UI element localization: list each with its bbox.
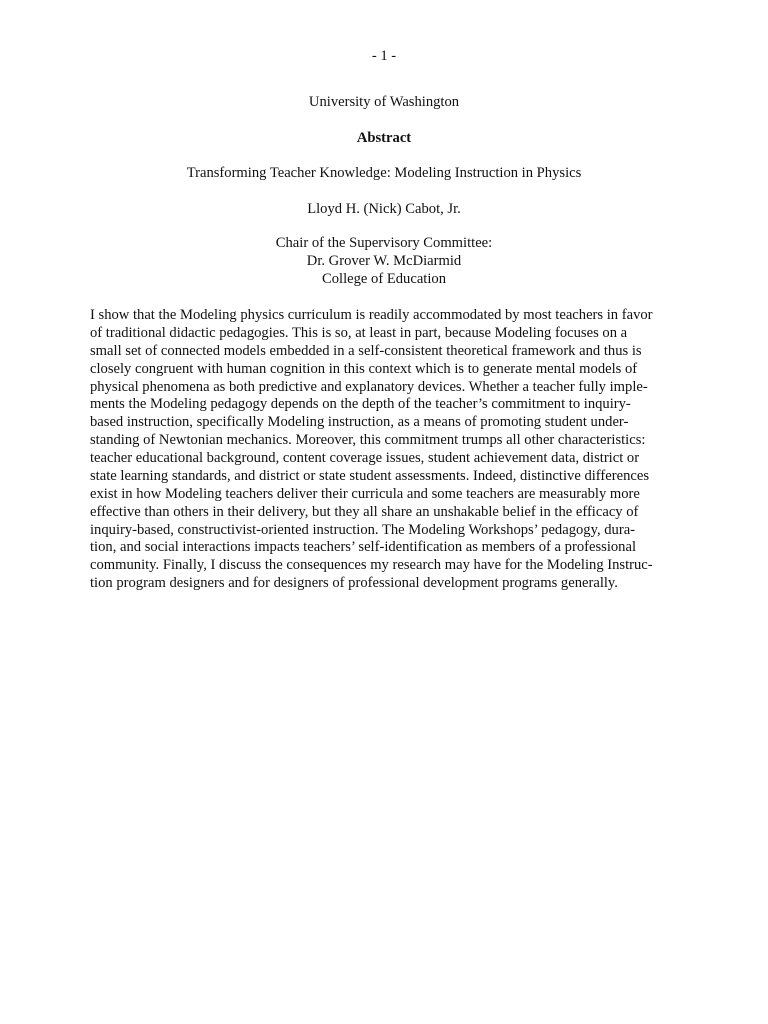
- abstract-line: effective than others in their delivery, but they all share an unshakable belief in the efficacy of: [90, 503, 639, 520]
- abstract-body: [90, 307, 690, 593]
- abstract-line: standing of Newtonian mechanics. Moreover, this commitment trumps all other characteristics:: [90, 432, 646, 449]
- abstract-line: tion, and social interactions impacts teachers’ self-identification as members of a professional: [90, 539, 636, 556]
- committee-chair-name: Dr. Grover W. McDiarmid: [306, 253, 462, 269]
- abstract-line: physical phenomena as both predictive and explanatory devices. Whether a teacher fully imple-: [90, 378, 648, 395]
- abstract-line: of traditional didactic pedagogies. This is so, at least in part, because Modeling focuses on a: [90, 324, 628, 341]
- abstract-line: ments the Modeling pedagogy depends on the depth of the teacher’s commitment to inquiry-: [90, 396, 631, 413]
- abstract-line: closely congruent with human cognition in this context which is to generate mental models of: [90, 360, 638, 377]
- abstract-line: tion program designers and for designers of professional development programs generally.: [90, 575, 618, 592]
- abstract-line: inquiry-based, constructivist-oriented instruction. The Modeling Workshops’ pedagogy, dura-: [90, 521, 636, 538]
- page-number: - 1 -: [371, 48, 397, 64]
- abstract-line: state learning standards, and district or state student assessments. Indeed, distinctive differences: [90, 467, 650, 484]
- abstract-line: small set of connected models embedded in a self-consistent theoretical framework and thus is: [90, 342, 642, 359]
- abstract-line: teacher educational background, content coverage issues, student achievement data, district or: [90, 450, 640, 466]
- committee-department: College of Education: [321, 271, 446, 287]
- dissertation-title: Transforming Teacher Knowledge: Modeling Instruction in Physics: [186, 165, 582, 181]
- committee-chair-label: Chair of the Supervisory Committee:: [275, 235, 493, 251]
- abstract-line: I show that the Modeling physics curriculum is readily accommodated by most teachers in favor: [90, 307, 653, 323]
- author-name: Lloyd H. (Nick) Cabot, Jr.: [307, 201, 461, 217]
- abstract-line: based instruction, specifically Modeling instruction, as a means of promoting student under-: [90, 414, 629, 431]
- university-name: University of Washington: [308, 94, 460, 110]
- abstract-line: exist in how Modeling teachers deliver their curricula and some teachers are measurably more: [90, 485, 640, 502]
- abstract-line: community. Finally, I discuss the consequences my research may have for the Modeling Instruc-: [90, 557, 653, 574]
- abstract-heading: Abstract: [356, 130, 412, 146]
